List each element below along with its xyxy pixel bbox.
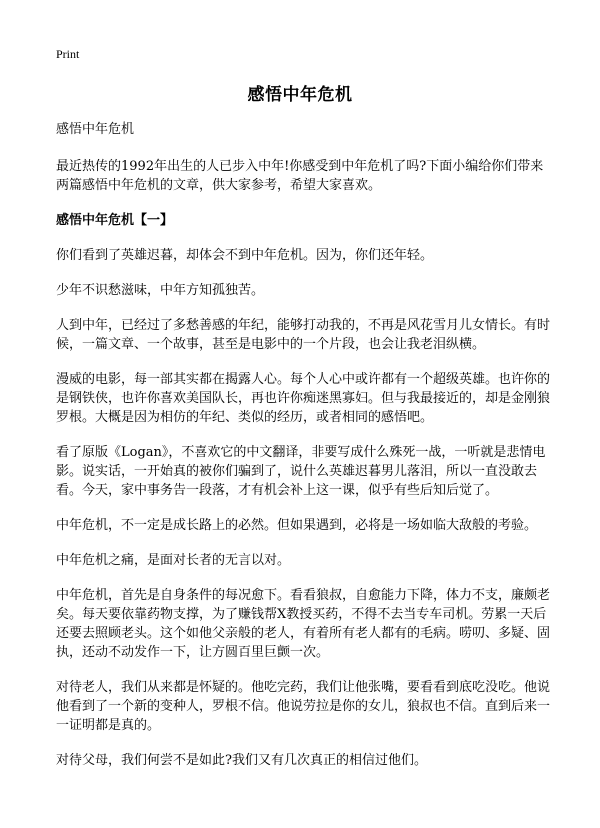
body-paragraph: 中年危机，首先是自身条件的每况愈下。看看狼叔，自愈能力下降，体力不支，廉颇老矣。每天要依靠药物支撑，为了赚钱帮X教授买药，不得不去当专车司机。劳累一天后还要去照顾老头。这个如他父亲般的老人，有着所有老人都有的毛病。唠叨、多疑、固执，还动不动发作一下，让方圆百里巨颤一次。 — [56, 588, 551, 660]
article-title: 感悟中年危机 — [247, 85, 353, 105]
body-paragraph: 你们看到了英雄迟暮，却体会不到中年危机。因为，你们还年轻。 — [56, 248, 434, 263]
body-paragraph: 漫威的电影，每一部其实都在揭露人心。每个人心中或许都有一个超级英雄。也许你的是钢铁侠，也许你喜欢美国队长，再也许你痴迷黑寡妇。但与我最接近的，却是金刚狼罗根。大概是因为相仿的年纪、类似的经历，或者相同的感悟吧。 — [56, 372, 551, 425]
body-paragraph: 少年不识愁滋味，中年方知孤独苦。 — [56, 283, 265, 298]
body-paragraph: 中年危机，不一定是成长路上的必然。但如果遇到，必将是一场如临大敌般的考验。 — [56, 518, 538, 533]
body-paragraph: 中年危机之痛，是面对长者的无言以对。 — [56, 553, 291, 568]
article-lead: 感悟中年危机 — [56, 122, 135, 137]
section-heading: 感悟中年危机【一】 — [56, 213, 174, 228]
intro-paragraph: 最近热传的1992年出生的人已步入中年!你感受到中年危机了吗?下面小编给你们带来两篇感悟中年危机的文章，供大家参考，希望大家喜欢。 — [56, 159, 544, 193]
body-paragraph: 人到中年，已经过了多愁善感的年纪，能够打动我的，不再是风花雪月儿女情长。有时候，一篇文章、一个故事，甚至是电影中的一个片段，也会让我老泪纵横。 — [56, 318, 551, 352]
body-paragraph: 对待父母，我们何尝不是如此?我们又有几次真正的相信过他们。 — [56, 753, 427, 768]
article-body — [56, 120, 550, 786]
print-link[interactable]: Print — [56, 47, 80, 61]
body-paragraph: 对待老人，我们从来都是怀疑的。他吃完药，我们让他张嘴，要看看到底吃没吃。他说他看到了一个新的变种人，罗根不信。他说劳拉是你的女儿，狼叔也不信。直到后来一一证明都是真的。 — [56, 680, 551, 733]
body-paragraph: 看了原版《Logan》，不喜欢它的中文翻译，非要写成什么殊死一战，一听就是悲情电影。说实话，一开始真的被你们骗到了，说什么英雄迟暮男儿落泪，所以一直没敢去看。今天，家中事务告一段落，才有机会补上这一课，似乎有些后知后觉了。 — [56, 445, 546, 498]
